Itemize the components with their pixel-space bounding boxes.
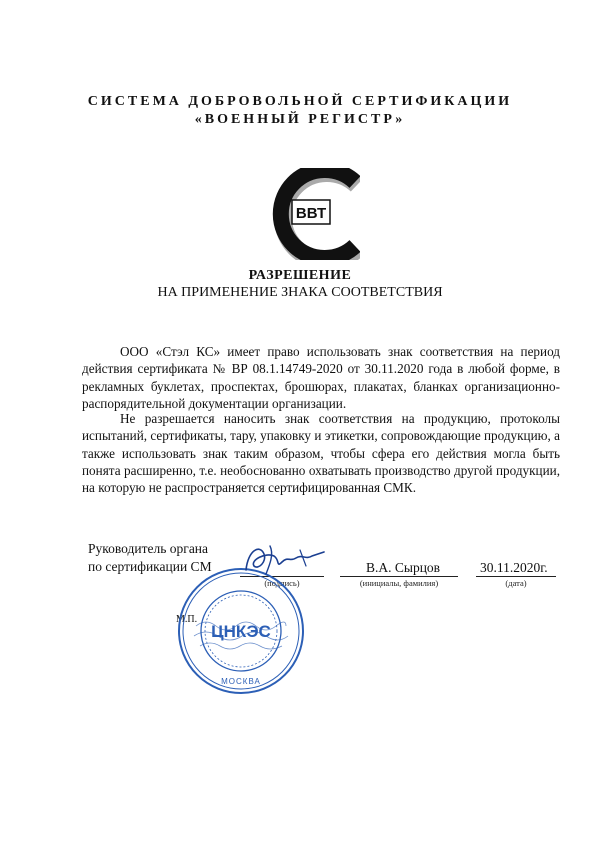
signatory-title-line2: по сертификации СМ <box>88 559 212 574</box>
date-line <box>476 576 556 577</box>
seal-place-label: М.П. <box>176 614 198 625</box>
signatory-name: В.А. Сырцов <box>366 560 441 575</box>
name-line <box>340 576 458 577</box>
signatory-title-line1: Руководитель органа <box>88 541 209 556</box>
document-subtitle: НА ПРИМЕНЕНИЕ ЗНАКА СООТВЕТСТВИЯ <box>157 285 443 300</box>
handwritten-signature <box>240 540 330 580</box>
paragraph-restrictions: Не разрешается наносить знак соответствия на продукцию, протоколы испытаний, сертификаты, тару, упаковку и этикетки, сопровождающие продукцию, а также использовать знак таким образом, чтобы сфера его действия могла быть понята расширенно, т.е. необоснованно охватывать производство другой продукции, на которую не распространяется сертифицированная СМК. <box>82 411 560 496</box>
conformity-mark-logo <box>260 168 360 260</box>
signing-date: 30.11.2020г. <box>480 560 548 575</box>
date-caption: (дата) <box>505 578 527 588</box>
stamp-city-text: МОСКВА <box>221 677 261 686</box>
paragraph-permission: ООО «Стэл КС» имеет право использовать знак соответствия на период действия сертификата № ВР 08.1.14749-2020 от 30.11.2020 года в любой форме, в рекламных буклетах, проспектах, брошюрах, плакатах, бланках организационно-распорядительной документации организации. <box>82 344 560 411</box>
stamp-center-text: ЦНКЭС <box>211 622 271 641</box>
signature-caption: (подпись) <box>264 578 300 588</box>
document-title: РАЗРЕШЕНИЕ <box>248 268 352 283</box>
name-caption: (инициалы, фамилия) <box>359 578 439 588</box>
organization-seal-stamp <box>176 566 306 696</box>
logo-text: ВВТ <box>295 205 327 222</box>
registry-name: «ВОЕННЫЙ РЕГИСТР» <box>194 112 406 127</box>
system-title: СИСТЕМА ДОБРОВОЛЬНОЙ СЕРТИФИКАЦИИ <box>87 94 513 109</box>
